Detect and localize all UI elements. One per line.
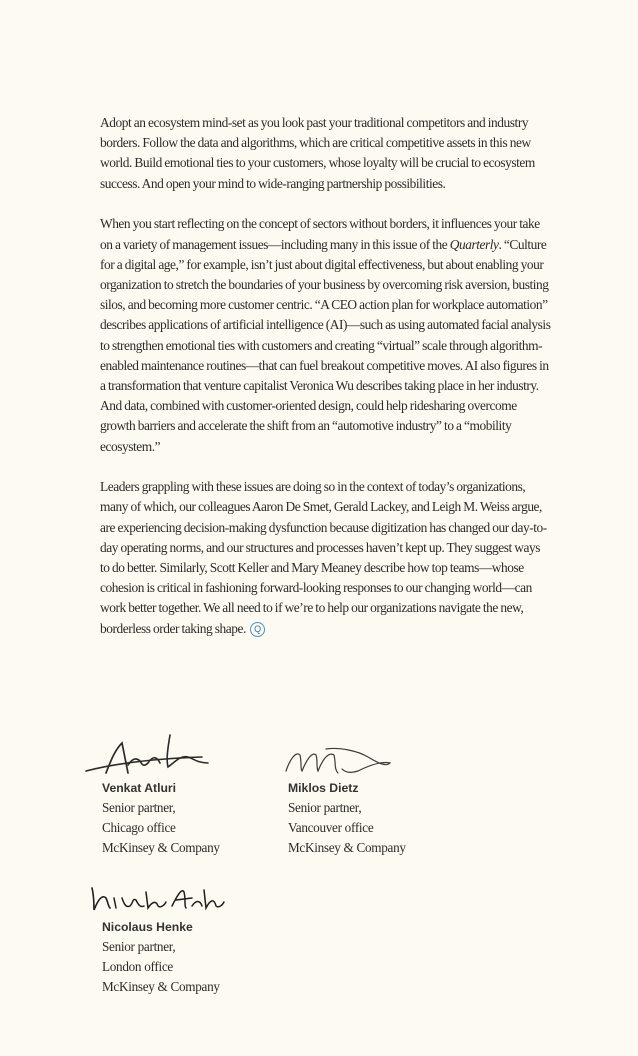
letter-body — [100, 113, 552, 659]
signatory-name: Miklos Dietz — [288, 781, 359, 795]
paragraph-1: Adopt an ecosystem mind-set as you look past your traditional competitors and industry borders. Follow the data and algorithms, which are critical competitive assets in this new world. Build emotional ties to your customers, whose loyalty will be crucial to ecosystem success. And open your mind to wide-ranging partnership possibilities. — [100, 115, 535, 191]
paragraph-2 — [100, 214, 552, 456]
signature-dietz-icon — [282, 745, 394, 777]
signature-henke-icon — [88, 884, 226, 914]
paragraph-2-part-2: . “Culture for a digital age,” for example, isn’t just about digital effectiveness, but about enabling your organization to stretch the boundaries of your business by overcoming risk aversion, busting silos, and becoming more customer centric. “A CEO action plan for workplace automation” describes applications of artificial intelligence (AI)—such as using automated facial analysis to strengthen emotional ties with customers and creating “virtual” scale through algorithm-enabled maintenance routines—that can fuel breakout competitive moves. AI also figures in a transformation that venture capitalist Veronica Wu describes taking place in her industry. And data, combined with customer-oriented design, could help ridesharing overcome growth barriers and accelerate the shift from an “automotive industry” to a “mobility ecosystem.” — [100, 236, 551, 454]
signatory-title: Senior partner, — [288, 800, 362, 815]
paragraph-3-text: Leaders grappling with these issues are doing so in the context of today’s organizations, many of which, our colleagues Aaron De Smet, Gerald Lackey, and Leigh M. Weiss argue, are experiencing decision-making dysfunction because digitization has changed our day-to-day operating norms, and our structures and processes haven’t kept up. They suggest ways to do better. Similarly, Scott Keller and Mary Meaney describe how top teams—whose cohesion is critical in fashioning forward-looking responses to our changing world—can work better together. We all need to if we’re to help our organizations navigate the new, borderless order taking shape. — [100, 479, 547, 636]
signature-atluri-icon — [84, 733, 214, 779]
signatory-dietz — [288, 778, 488, 858]
signatory-firm: McKinsey & Company — [288, 840, 406, 855]
signatory-name: Venkat Atluri — [102, 781, 177, 795]
signatory-office: London office — [102, 959, 173, 974]
signatory-firm: McKinsey & Company — [102, 840, 220, 855]
quarterly-italic: Quarterly — [449, 236, 499, 252]
paragraph-3 — [100, 477, 552, 639]
signatory-name: Nicolaus Henke — [102, 920, 193, 934]
signatory-firm: McKinsey & Company — [102, 979, 220, 994]
paragraph-2-part-1: When you start reflecting on the concept of sectors without borders, it influences your take on a variety of management issues—including many in this issue of the — [100, 216, 540, 252]
signatory-atluri — [102, 778, 302, 858]
signatory-office: Vancouver office — [288, 820, 374, 835]
end-mark-icon: Q — [250, 622, 265, 637]
signatory-office: Chicago office — [102, 820, 176, 835]
signatory-henke — [102, 917, 302, 997]
signatory-title: Senior partner, — [102, 800, 176, 815]
signatory-title: Senior partner, — [102, 939, 176, 954]
